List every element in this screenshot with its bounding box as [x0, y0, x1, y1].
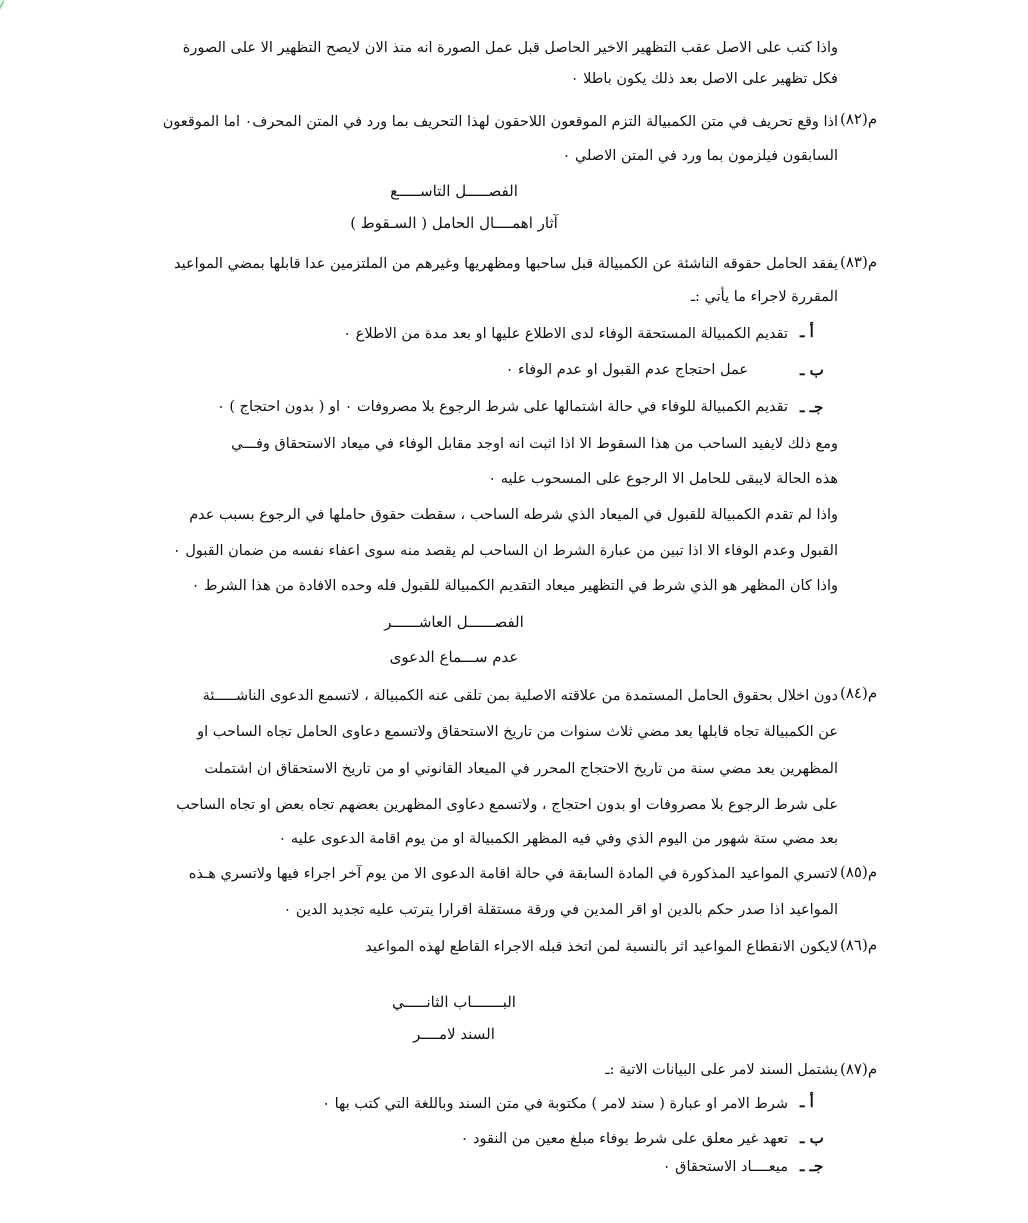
chapter-subtitle: آثار اهمــــال الحامل ( السـقوط )	[350, 214, 558, 232]
list-marker: جـ ـ	[800, 398, 824, 416]
chapter-title: الفصـــــل التاســـــع	[390, 182, 518, 200]
text-line: بعد مضي ستة شهور من اليوم الذي وفي فيه المظهر الكمبيالة او من يوم اقامة الدعوى عليه ٠	[278, 831, 838, 847]
list-item-text: عمل احتجاج عدم القبول او عدم الوفاء ٠	[505, 362, 748, 378]
list-item-text: تقديم الكمبيالة للوفاء في حالة اشتمالها على شرط الرجوع بلا مصروفات ٠ او ( بدون احتجاج ) ٠	[217, 399, 788, 415]
text-line: يشتمل السند لامر على البيانات الاتية :ـ	[605, 1062, 838, 1078]
text-line: اذا وقع تحريف في متن الكمبيالة التزم الموقعون اللاحقون لهذا التحريف بما ورد في المتن المحرف٠ اما الموقعون	[162, 114, 838, 130]
list-marker: ب ـ	[800, 361, 824, 379]
text-line: دون اخلال بحقوق الحامل المستمدة من علاقته الاصلية بمن تلقى عنه الكمبيالة ، لاتسمع الدعوى الناشـــــئة	[202, 688, 838, 704]
text-line: فكل تظهير على الاصل بعد ذلك يكون باطلا ٠	[570, 71, 838, 87]
text-line: القبول وعدم الوفاء الا اذا تبين من عبارة الشرط ان الساحب لم يقصد منه سوى اعفاء نفسه من ضمان القبول ٠	[172, 543, 838, 559]
part-subtitle: السند لامــــر	[413, 1025, 495, 1043]
text-line: لايكون الانقطاع المواعيد اثر بالنسبة لمن اتخذ قبله الاجراء القاطع لهذه المواعيد	[365, 939, 838, 955]
chapter-title: الفصــــــل العاشــــــر	[384, 613, 524, 631]
list-marker: أ ـ	[800, 323, 814, 341]
article-number: م(٨٥)	[840, 863, 878, 881]
text-line: السابقون فيلزمون بما ورد في المتن الاصلي ٠	[562, 148, 838, 164]
list-item-text: ميعــــاد الاستحقاق ٠	[662, 1159, 788, 1175]
list-item-text: تقديم الكمبيالة المستحقة الوفاء لدى الاطلاع عليها او بعد مدة من الاطلاع ٠	[343, 326, 788, 342]
text-line: واذا كتب على الاصل عقب التظهير الاخير الحاصل قبل عمل الصورة انه منذ الان لايصح التظهير الا على الصورة	[182, 40, 838, 56]
text-line: المقررة لاجراء ما يأتي :ـ	[690, 289, 838, 305]
list-marker: ب ـ	[800, 1129, 824, 1147]
text-line: يفقد الحامل حقوقه الناشئة عن الكمبيالة قبل ساحبها ومظهريها وغيرهم من الملتزمين عدا قابلها بمضي المواعيد	[173, 256, 838, 272]
text-line: ومع ذلك لايفيد الساحب من هذا السقوط الا اذا اثبت انه اوجد مقابل الوفاء في ميعاد الاستحقاق وفـــي	[231, 436, 838, 452]
list-marker: أ ـ	[800, 1093, 814, 1111]
text-line: عن الكمبيالة تجاه قابلها بعد مضي ثلاث سنوات من تاريخ الاستحقاق ولاتسمع دعاوى الحامل تجاه الساحب او	[197, 724, 838, 740]
text-line: على شرط الرجوع بلا مصروفات او بدون احتجاج ، ولاتسمع دعاوى المظهرين بعضهم تجاه بعض او تجاه الساحب	[176, 797, 838, 813]
text-line: المظهرين بعد مضي سنة من تاريخ الاحتجاج المحرر في الميعاد القانوني او من تاريخ الاستحقاق ان اشتملت	[204, 761, 838, 777]
text-line: هذه الحالة لايبقى للحامل الا الرجوع على المسحوب عليه ٠	[488, 471, 838, 487]
part-title: البـــــــاب الثانـــــي	[392, 993, 516, 1011]
text-line: واذا لم تقدم الكمبيالة للقبول في الميعاد الذي شرطه الساحب ، سقطت حقوق حاملها في الرجوع بسبب عدم	[189, 507, 838, 523]
list-item-text: شرط الامر او عبارة ( سند لامر ) مكتوبة في متن السند وباللغة التي كتب بها ٠	[322, 1096, 788, 1112]
article-number: م(٨٦)	[840, 936, 878, 954]
article-number: م(٨٧)	[840, 1060, 878, 1078]
chapter-subtitle: عدم ســـماع الدعوى	[389, 648, 519, 666]
corner-mark-decoration	[0, 0, 19, 12]
article-number: م(٨٣)	[840, 253, 878, 271]
list-marker: جـ ـ	[800, 1157, 824, 1175]
article-number: م(٨٢)	[840, 110, 878, 128]
text-line: واذا كان المظهر هو الذي شرط في التظهير ميعاد التقديم الكمبيالة للقبول فله وحده الافادة من هذا الشرط ٠	[191, 578, 838, 594]
text-line: المواعيد اذا صدر حكم بالدين او اقر المدين في ورقة مستقلة اقرارا يترتب عليه تجديد الدين ٠	[283, 902, 838, 918]
article-number: م(٨٤)	[840, 684, 878, 702]
list-item-text: تعهد غير معلق على شرط بوفاء مبلغ معين من النقود ٠	[460, 1131, 788, 1147]
text-line: لاتسري المواعيد المذكورة في المادة السابقة في حالة اقامة الدعوى الا من يوم آخر اجراء فيها ولاتسري هـذه	[188, 866, 838, 882]
